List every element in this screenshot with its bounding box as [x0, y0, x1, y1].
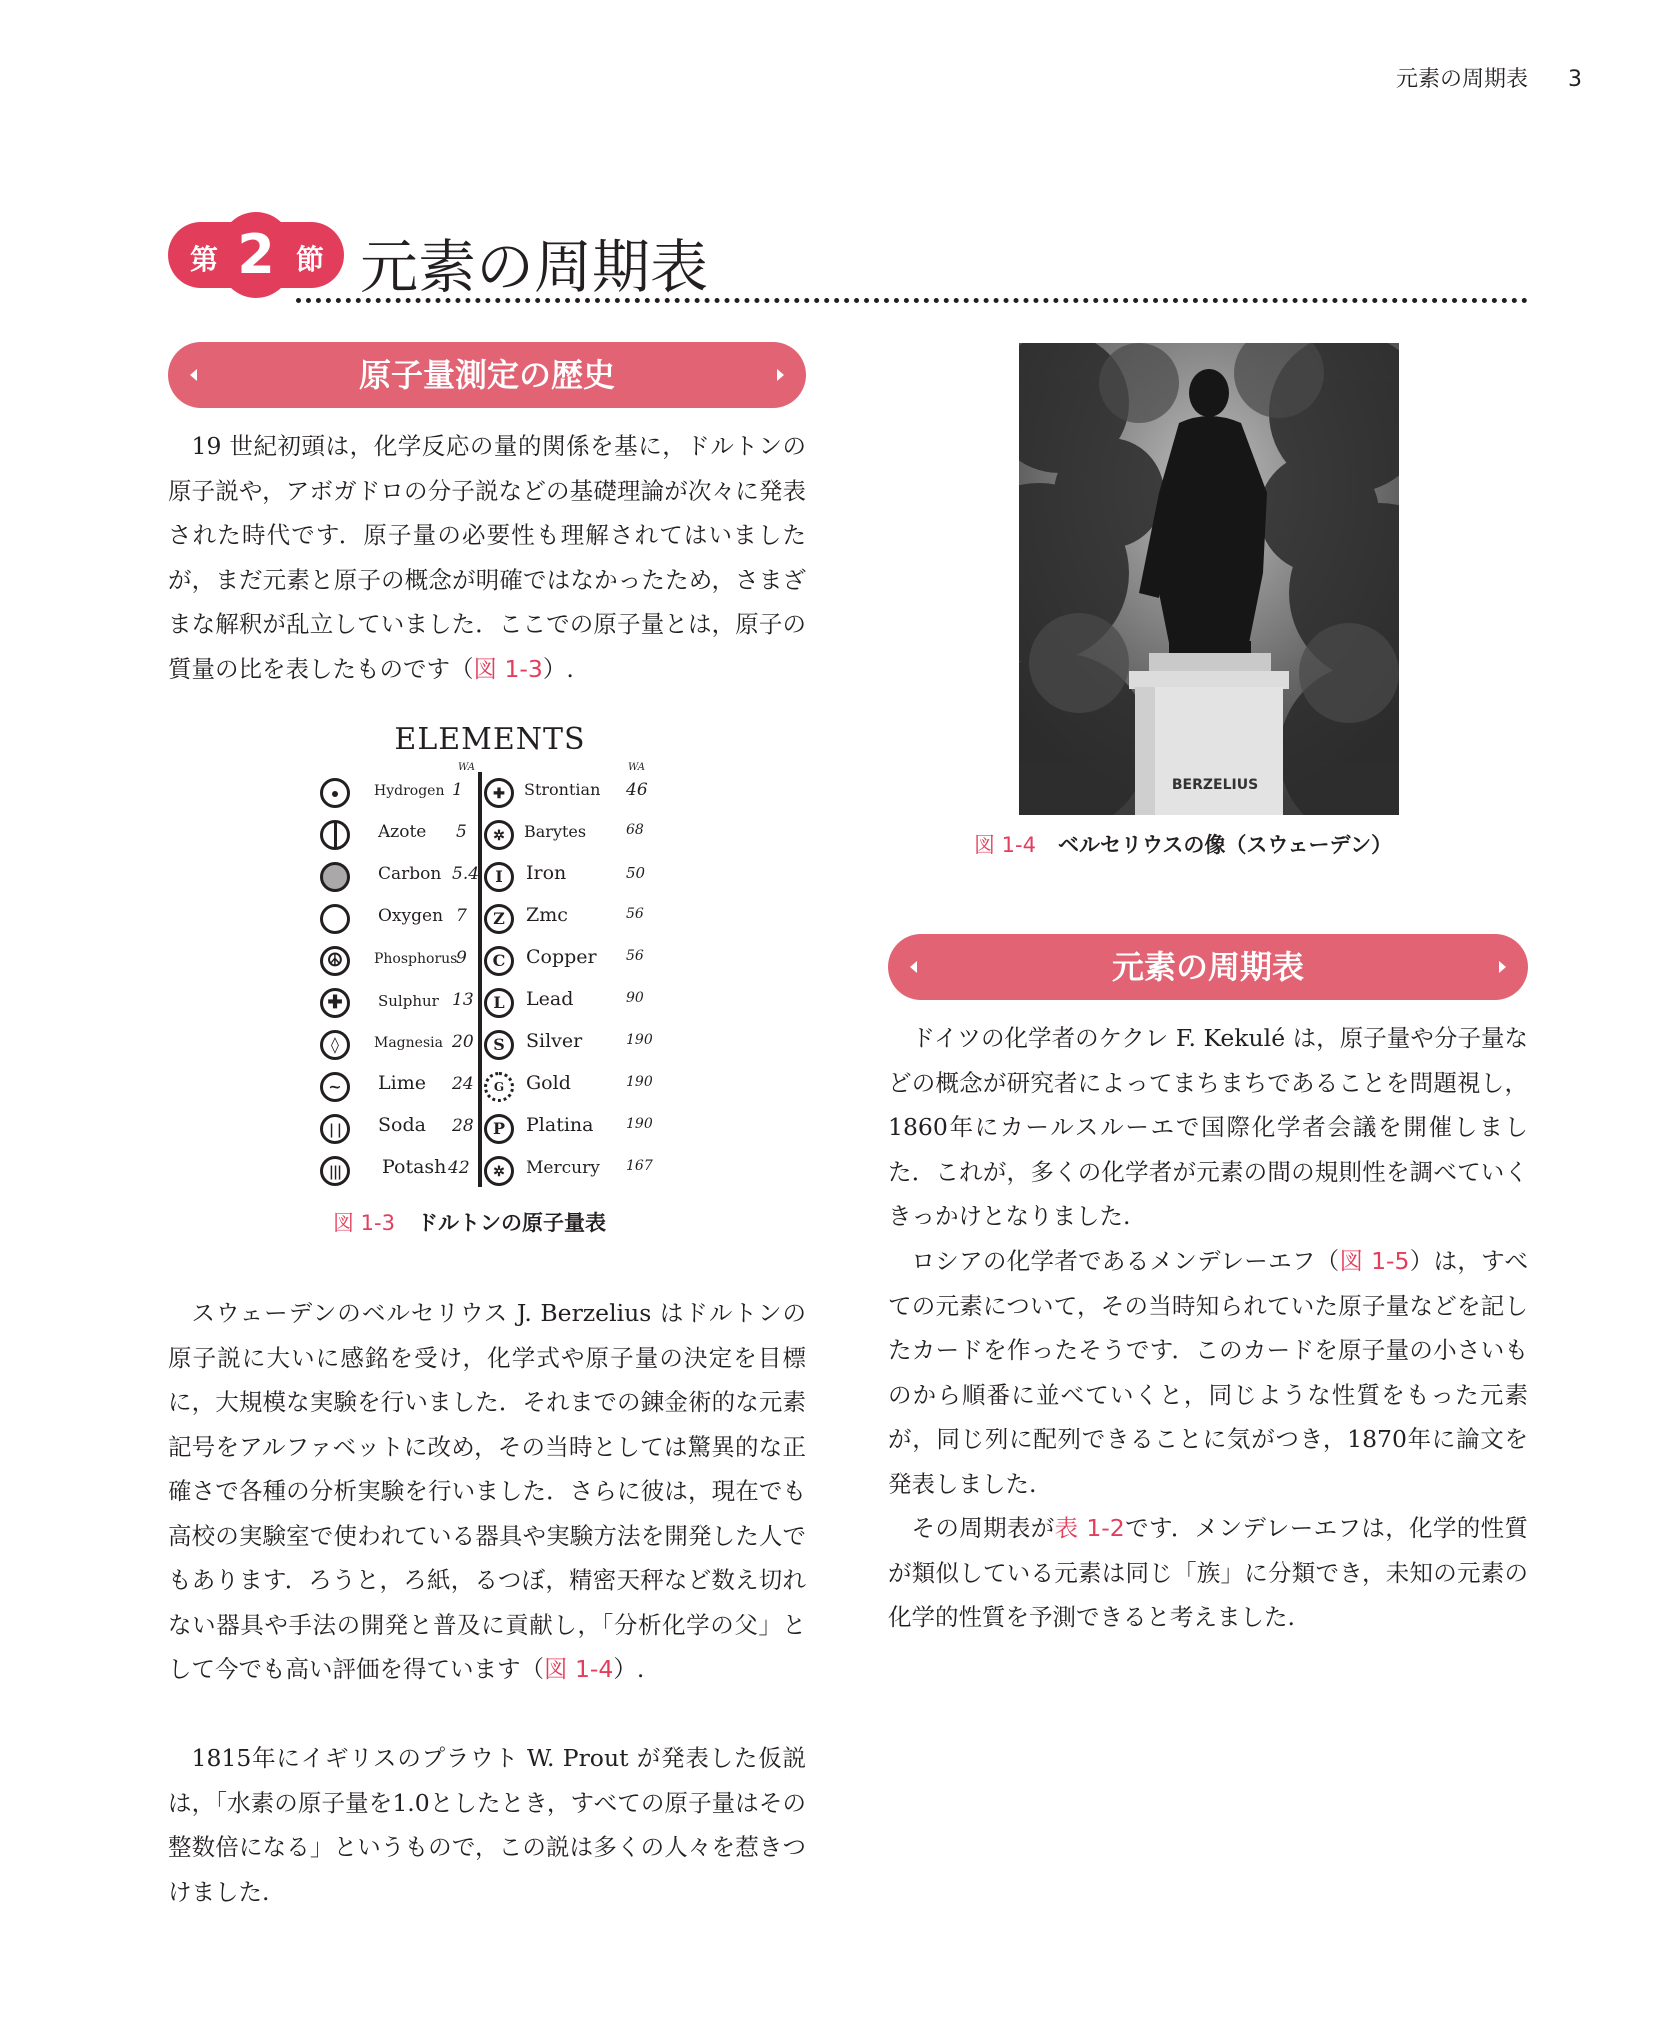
paragraph-2 — [168, 1291, 806, 1692]
element-weight: 90 — [626, 990, 644, 1006]
element-name: Hydrogen — [374, 783, 445, 799]
element-weight: 68 — [626, 822, 644, 838]
figure-1-3-caption-text: ドルトンの原子量表 — [416, 1211, 606, 1235]
element-weight: 7 — [456, 906, 467, 926]
paragraph-3: 1815年にイギリスのプラウト W. Prout が発表した仮説は，「水素の原子量を1.0としたとき，すべての原子量はその整数倍になる」というもので，この説は多くの人々を惹きつけました. — [168, 1744, 806, 1906]
plinth-inscription: BERZELIUS — [1171, 777, 1259, 793]
lead-icon: L — [484, 988, 514, 1018]
element-name: Platina — [526, 1114, 594, 1136]
running-head — [1396, 62, 1582, 93]
paragraph-6-text: です．メンデレーエフは，化学的性質が類似している元素は同じ「族」に分類でき，未知の元素の化学的性質を予測できると考えました. — [888, 1514, 1528, 1631]
subsection-heading-history — [168, 342, 806, 408]
element-weight: 190 — [626, 1074, 653, 1090]
figure-1-3-caption — [333, 1207, 606, 1237]
element-name: Silver — [526, 1030, 583, 1052]
figure-1-4-caption-text: ベルセリウスの像（スウェーデン） — [1057, 833, 1393, 857]
oxygen-icon — [320, 904, 350, 934]
element-name: Phosphorus — [374, 951, 458, 967]
platina-icon: P — [484, 1114, 514, 1144]
subsection-heading-periodic-table — [888, 934, 1528, 1000]
element-name: Lime — [378, 1072, 426, 1094]
element-name: Barytes — [524, 822, 587, 841]
left-triangle-icon — [190, 369, 197, 381]
element-name: Mercury — [526, 1158, 600, 1178]
element-name: Soda — [378, 1114, 426, 1136]
elements-title: ELEMENTS — [394, 722, 586, 757]
copper-icon: C — [484, 946, 514, 976]
silver-icon: S — [484, 1030, 514, 1060]
paragraph-1-text: 19 世紀初頭は，化学反応の量的関係を基に，ドルトンの原子説や，アボガドロの分子説などの基礎理論が次々に発表された時代です．原子量の必要性も理解されてはいましたが，まだ元素と原子の概念が明確ではなかったため，さまざまな解釈が乱立していました．ここでの原子量とは，原子の質量の比を表したものです（ — [168, 432, 806, 683]
paragraph-2-text: スウェーデンのベルセリウス J. Berzelius はドルトンの原子説に大いに感銘を受け，化学式や原子量の決定を目標に，大規模な実験を行いました．それまでの錬金術的な元素記号をアルファベットに改め，その当時としては驚異的な正確さで各種の分析実験を行いました．さらに彼は，現在でも高校の実験室で使われている器具や実験方法を開発した人でもあります．ろうと，ろ紙，るつぼ，精密天秤など数え切れない器具や手法の開発と普及に貢献し，「分析化学の父」として今でも高い評価を得ています（ — [168, 1299, 806, 1683]
divider-line — [478, 772, 482, 1187]
figure-1-4-number: 図 1‑4 — [974, 833, 1036, 857]
element-weight: 50 — [626, 864, 646, 882]
figure-1-3-number: 図 1‑3 — [333, 1211, 395, 1235]
figure-1-4-reference[interactable]: 図 1‑4 — [544, 1655, 614, 1683]
azote-icon — [320, 820, 350, 850]
page-number: 3 — [1568, 67, 1582, 92]
potash-icon: ||| — [320, 1156, 350, 1186]
element-weight: 190 — [626, 1032, 653, 1048]
figure-1-5-reference[interactable]: 図 1‑5 — [1339, 1247, 1410, 1275]
iron-icon: I — [484, 862, 514, 892]
berzelius-statue-photo — [1019, 343, 1399, 815]
sulphur-icon: ✚ — [320, 988, 350, 1018]
figure-1-4-caption — [974, 829, 1392, 859]
element-name: Magnesia — [374, 1035, 443, 1051]
element-weight: 24 — [452, 1074, 474, 1094]
element-name: Oxygen — [378, 906, 444, 926]
figure-1-3-dalton-elements — [320, 722, 660, 1192]
paragraph-5 — [888, 1239, 1528, 1506]
element-weight: 167 — [626, 1158, 653, 1174]
barytes-icon: ✲ — [484, 820, 514, 850]
element-name: Carbon — [378, 864, 442, 884]
element-weight: 9 — [456, 948, 467, 968]
lime-icon: ~ — [320, 1072, 350, 1102]
paragraph-5-start: ロシアの化学者であるメンデレーエフ（ — [911, 1247, 1340, 1275]
element-weight: 13 — [452, 990, 474, 1010]
element-weight: 46 — [626, 780, 648, 800]
subsection-heading-periodic-table-text: 元素の周期表 — [1111, 948, 1304, 986]
magnesia-icon: ◊ — [320, 1030, 350, 1060]
gold-icon: G — [484, 1072, 514, 1102]
section-number: 2 — [220, 212, 292, 298]
running-head-title: 元素の周期表 — [1395, 67, 1528, 92]
section-prefix: 第 — [190, 243, 219, 276]
soda-icon: | | — [320, 1114, 350, 1144]
section-badge — [168, 222, 344, 288]
right-triangle-icon — [1499, 961, 1506, 973]
strontian-icon: ✚ — [484, 778, 514, 808]
element-weight: 5.4 — [452, 864, 480, 884]
wa-label-right: WA — [628, 762, 646, 773]
element-weight: 42 — [448, 1158, 470, 1178]
element-weight: 5 — [456, 822, 467, 842]
right-triangle-icon — [777, 369, 784, 381]
carbon-icon — [320, 862, 350, 892]
element-weight: 28 — [452, 1116, 474, 1136]
paragraph-2-end: ）. — [613, 1655, 645, 1683]
element-name: Zmc — [526, 904, 568, 926]
phosphorus-icon: ☮ — [320, 946, 350, 976]
left-triangle-icon — [910, 961, 917, 973]
mercury-icon: ✲ — [484, 1156, 514, 1186]
wa-label-left: WA — [458, 762, 476, 773]
element-weight: 56 — [626, 948, 644, 964]
subsection-heading-history-text: 原子量測定の歴史 — [358, 356, 615, 394]
element-name: Gold — [526, 1072, 571, 1094]
element-weight: 1 — [452, 780, 463, 800]
element-name: Sulphur — [378, 992, 439, 1010]
element-name: Lead — [526, 988, 574, 1010]
element-name: Potash — [382, 1156, 447, 1178]
section-suffix: 節 — [296, 243, 325, 276]
section-title: 元素の周期表 — [360, 233, 709, 301]
element-name: Iron — [526, 862, 567, 884]
paragraph-1-end: ）. — [542, 654, 574, 683]
paragraph-6 — [888, 1506, 1528, 1640]
element-weight: 56 — [626, 906, 644, 922]
figure-1-3-reference[interactable]: 図 1‑3 — [473, 654, 543, 683]
paragraph-6-start: その周期表が — [911, 1514, 1055, 1542]
paragraph-1 — [168, 424, 806, 691]
table-1-2-reference[interactable]: 表 1‑2 — [1054, 1514, 1125, 1542]
element-weight: 190 — [626, 1116, 653, 1132]
paragraph-4: ドイツの化学者のケクレ F. Kekulé は，原子量や分子量などの概念が研究者によってまちまちであることを問題視し，1860年にカールスルーエで国際化学者会議を開催しました．これが，多くの化学者が元素の間の規則性を調べていくきっかけとなりました. — [888, 1024, 1528, 1230]
dotted-rule — [296, 298, 1528, 303]
element-weight: 20 — [452, 1032, 474, 1052]
element-name: Copper — [526, 946, 597, 968]
element-name: Azote — [378, 822, 427, 842]
hydrogen-icon — [320, 778, 350, 808]
section-heading — [168, 210, 1528, 306]
statue-illustration — [1019, 343, 1399, 815]
element-name: Strontian — [524, 780, 601, 799]
paragraph-5-text: ）は，すべての元素について，その当時知られていた原子量などを記したカードを作ったそうです．このカードを原子量の小さいものから順番に並べていくと，同じような性質をもった元素が，同じ列に配列できることに気がつき，1870年に論文を発表しました. — [888, 1247, 1529, 1498]
zinc-icon: Z — [484, 904, 514, 934]
